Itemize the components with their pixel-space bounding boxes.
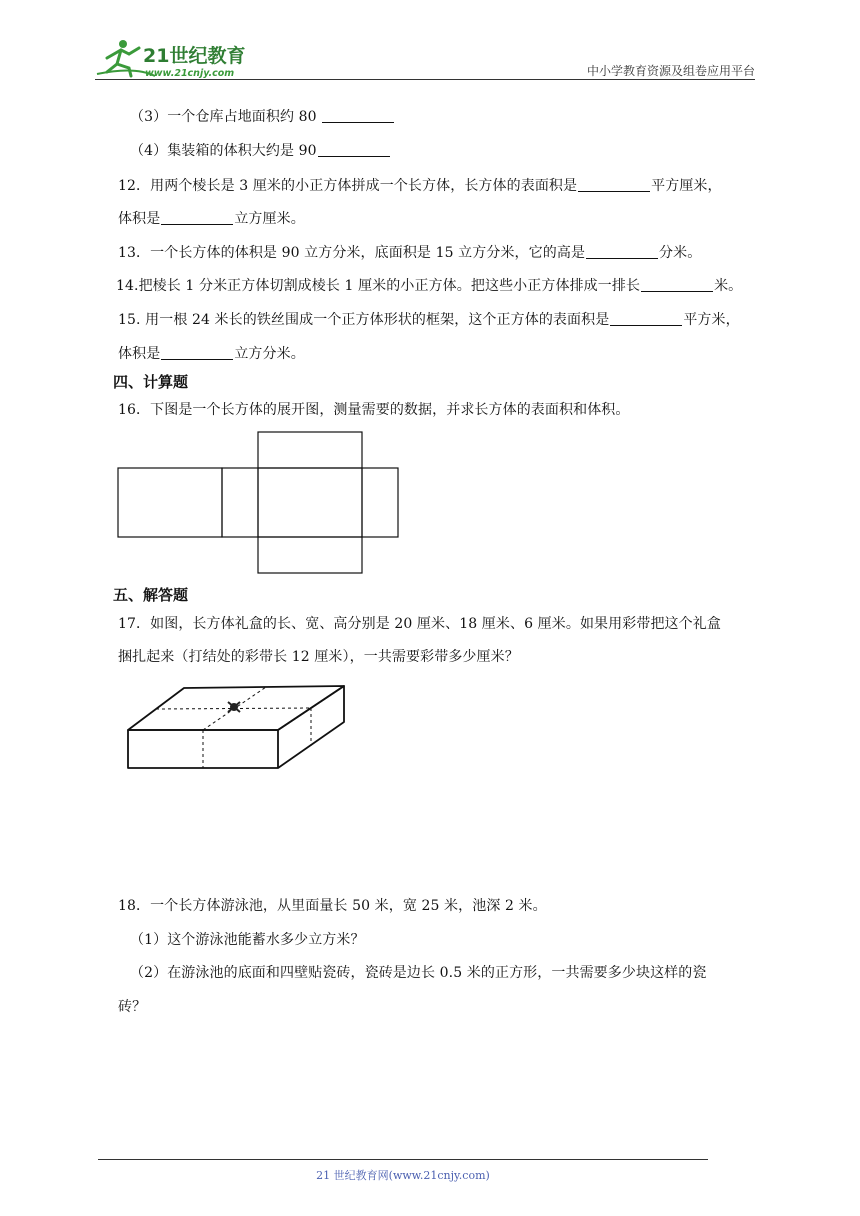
footer-text[interactable]: 21 世纪教育网(www.21cnjy.com): [316, 1169, 490, 1182]
footer-divider: [98, 1159, 708, 1160]
net-face-bottom: [258, 537, 362, 573]
net-face-left: [118, 468, 222, 537]
q13: 13．一个长方体的体积是 90 立方分米，底面积是 15 立方分米，它的高是 分米。: [118, 245, 702, 261]
net-face-top: [258, 432, 362, 468]
answer-blank[interactable]: [610, 311, 682, 326]
q14: 14.把棱长 1 分米正方体切割成棱长 1 厘米的小正方体。把这些小正方体排成一排长 米。: [116, 278, 743, 294]
q15-line1: 15. 用一根 24 米长的铁丝围成一个正方体形状的框架，这个正方体的表面积是 平方米，: [118, 312, 740, 328]
answer-blank[interactable]: [161, 210, 233, 225]
section-title-answer: 五、解答题: [113, 586, 189, 604]
q11-part3: （3）一个仓库占地面积约 80: [130, 106, 395, 126]
q12-line1: 12．用两个棱长是 3 厘米的小正方体拼成一个长方体，长方体的表面积是 平方厘米，: [118, 178, 722, 194]
answer-blank[interactable]: [578, 177, 650, 192]
q17-line1: 17．如图，长方体礼盒的长、宽、高分别是 20 厘米、18 厘米、6 厘米。如果用彩带把这个礼盒: [118, 616, 721, 632]
header-platform-text: 中小学教育资源及组卷应用平台: [586, 64, 755, 78]
q17-line2: 捆扎起来（打结处的彩带长 12 厘米），一共需要彩带多少厘米？: [118, 649, 519, 665]
q18-part2-line2: 砖？: [118, 999, 147, 1015]
q11-part4: （4）集装箱的体积大约是 90: [130, 140, 391, 160]
gift-box-figure: [120, 680, 352, 776]
answer-blank[interactable]: [322, 108, 394, 123]
q16: 16．下图是一个长方体的展开图，测量需要的数据，并求长方体的表面积和体积。: [118, 402, 630, 418]
answer-blank[interactable]: [161, 345, 233, 360]
cuboid-net-figure: [110, 425, 410, 577]
q18-part1: （1）这个游泳池能蓄水多少立方米？: [130, 932, 365, 948]
logo-text: 21世纪教育: [143, 45, 246, 67]
net-face-side-right: [362, 468, 398, 537]
site-logo: [95, 36, 265, 80]
q12-line2: 体积是 立方厘米。: [118, 211, 305, 227]
header-divider: [95, 79, 755, 80]
answer-blank[interactable]: [586, 244, 658, 259]
answer-blank[interactable]: [318, 142, 390, 157]
net-face-side-left: [222, 468, 258, 537]
section-title-calculation: 四、计算题: [113, 373, 189, 391]
q15-line2: 体积是 立方分米。: [118, 346, 305, 362]
answer-blank[interactable]: [641, 277, 713, 292]
q18-part2-line1: （2）在游泳池的底面和四壁贴瓷砖，瓷砖是边长 0.5 米的正方形，一共需要多少块这样的瓷: [130, 965, 707, 981]
net-face-center: [258, 468, 362, 537]
logo-url: www.21cnjy.com: [145, 68, 235, 79]
ribbon-bow-icon: [228, 702, 240, 712]
q18: 18．一个长方体游泳池，从里面量长 50 米，宽 25 米，池深 2 米。: [118, 898, 547, 914]
